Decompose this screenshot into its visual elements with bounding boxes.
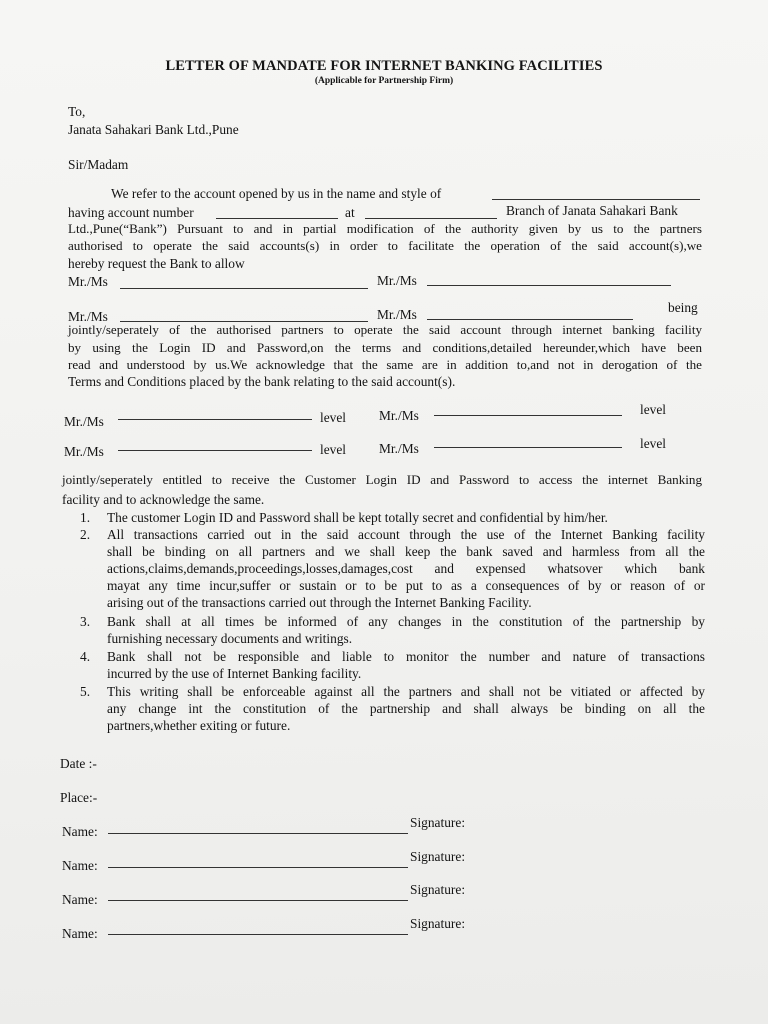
term-text: any change int the constitution of the partnership and shall always be binding on all the bbox=[107, 701, 705, 716]
term-text: Bank shall not be responsible and liable to monitor the number and nature of transactions bbox=[107, 649, 705, 664]
level-row-1-name-b-field[interactable] bbox=[434, 415, 622, 416]
term-text: All transactions carried out in the said account through the use of the Internet Banking facility bbox=[107, 527, 705, 542]
term-text: arising out of the transactions carried out through the Internet Banking Facility. bbox=[107, 595, 532, 610]
intro-at-label: at bbox=[345, 205, 355, 220]
document-title: LETTER OF MANDATE FOR INTERNET BANKING FACILITIES bbox=[165, 58, 603, 74]
partner-2-label: Mr./Ms bbox=[377, 273, 417, 288]
signature-label-4: Signature: bbox=[410, 916, 466, 931]
level-row-1-level-a: level bbox=[320, 410, 347, 425]
level-row-1-label-b: Mr./Ms bbox=[379, 408, 419, 423]
intro-line-3: Ltd.,Pune(“Bank”) Pursuant to and in partial modification of the authority given by us to the partners bbox=[68, 221, 702, 236]
intro-branch-label: Branch of Janata Sahakari Bank bbox=[506, 203, 678, 218]
document-subtitle: (Applicable for Partnership Firm) bbox=[314, 76, 454, 86]
level-row-2-label-a: Mr./Ms bbox=[64, 444, 104, 459]
name-field-2[interactable] bbox=[108, 867, 408, 868]
branch-field[interactable] bbox=[365, 218, 497, 219]
term-number: 1. bbox=[80, 510, 91, 525]
term-text: This writing shall be enforceable against all the partners and shall not be vitiated or affected by bbox=[107, 684, 705, 699]
date-label: Date :- bbox=[60, 756, 97, 771]
intro-line-4: authorised to operate the said accounts(s) in order to facilitate the operation of the said account(s),we bbox=[68, 238, 702, 253]
intro-account-number-label: having account number bbox=[68, 205, 194, 220]
partner-3-label: Mr./Ms bbox=[68, 309, 108, 324]
level-row-2-level-b: level bbox=[640, 436, 667, 451]
level-row-1-name-a-field[interactable] bbox=[118, 419, 312, 420]
name-field-4[interactable] bbox=[108, 934, 408, 935]
name-label-3: Name: bbox=[62, 892, 98, 907]
level-row-2-name-b-field[interactable] bbox=[434, 447, 622, 448]
being-label: being bbox=[668, 300, 698, 315]
level-row-1-label-a: Mr./Ms bbox=[64, 414, 104, 429]
term-text: Bank shall at all times be informed of any changes in the constitution of the partnership by bbox=[107, 614, 705, 629]
partner-2-name-field[interactable] bbox=[427, 285, 671, 286]
term-number: 5. bbox=[80, 684, 91, 699]
signature-label-1: Signature: bbox=[410, 815, 466, 830]
term-text: actions,claims,demands,proceedings,losses,damages,cost and expensed whatsover which bank bbox=[107, 561, 705, 576]
term-text: partners,whether exiting or future. bbox=[107, 718, 291, 733]
account-number-field[interactable] bbox=[216, 218, 338, 219]
signature-label-2: Signature: bbox=[410, 849, 466, 864]
address-bank: Janata Sahakari Bank Ltd.,Pune bbox=[68, 122, 239, 137]
term-text: The customer Login ID and Password shall be kept totally secret and confidential by him/her. bbox=[107, 510, 608, 525]
term-text: furnishing necessary documents and writings. bbox=[107, 631, 353, 646]
name-field-3[interactable] bbox=[108, 900, 408, 901]
place-label: Place:- bbox=[60, 790, 98, 805]
entitled-line-1: jointly/seperately entitled to receive the Customer Login ID and Password to access the internet Banking bbox=[62, 472, 702, 487]
entitled-line-2: facility and to acknowledge the same. bbox=[62, 492, 265, 507]
partner-1-name-field[interactable] bbox=[120, 288, 368, 289]
partner-4-label: Mr./Ms bbox=[377, 307, 417, 322]
authority-line-1: jointly/seperately of the authorised partners to operate the said account through internet banking facility bbox=[68, 322, 702, 337]
level-row-2-level-a: level bbox=[320, 442, 347, 457]
authority-line-4: Terms and Conditions placed by the bank relating to the said account(s). bbox=[68, 374, 456, 389]
salutation: Sir/Madam bbox=[68, 157, 129, 172]
name-label-1: Name: bbox=[62, 824, 98, 839]
intro-line-5: hereby request the Bank to allow bbox=[68, 256, 245, 271]
level-row-2-name-a-field[interactable] bbox=[118, 450, 312, 451]
term-text: incurred by the use of Internet Banking facility. bbox=[107, 666, 362, 681]
name-label-2: Name: bbox=[62, 858, 98, 873]
address-to: To, bbox=[68, 104, 86, 119]
level-row-1-level-b: level bbox=[640, 402, 667, 417]
term-text: mayat any time incur,suffer or sustain or to be put to as a consequences of by or reason of or bbox=[107, 578, 705, 593]
authority-line-3: read and understood by us.We acknowledge that the same are in addition to,and not in derogation of the bbox=[68, 357, 702, 372]
term-number: 2. bbox=[80, 527, 91, 542]
signature-label-3: Signature: bbox=[410, 882, 466, 897]
term-number: 4. bbox=[80, 649, 91, 664]
name-label-4: Name: bbox=[62, 926, 98, 941]
account-name-field[interactable] bbox=[492, 199, 700, 200]
name-field-1[interactable] bbox=[108, 833, 408, 834]
partner-4-name-field[interactable] bbox=[427, 319, 633, 320]
term-number: 3. bbox=[80, 614, 91, 629]
authority-line-2: by using the Login ID and Password,on the terms and conditions,detailed hereunder,which have been bbox=[68, 340, 702, 355]
partner-1-label: Mr./Ms bbox=[68, 274, 108, 289]
term-text: shall be binding on all partners and we shall keep the bank saved and harmless from all the bbox=[107, 544, 705, 559]
level-row-2-label-b: Mr./Ms bbox=[379, 441, 419, 456]
intro-line-1: We refer to the account opened by us in the name and style of bbox=[111, 186, 442, 201]
